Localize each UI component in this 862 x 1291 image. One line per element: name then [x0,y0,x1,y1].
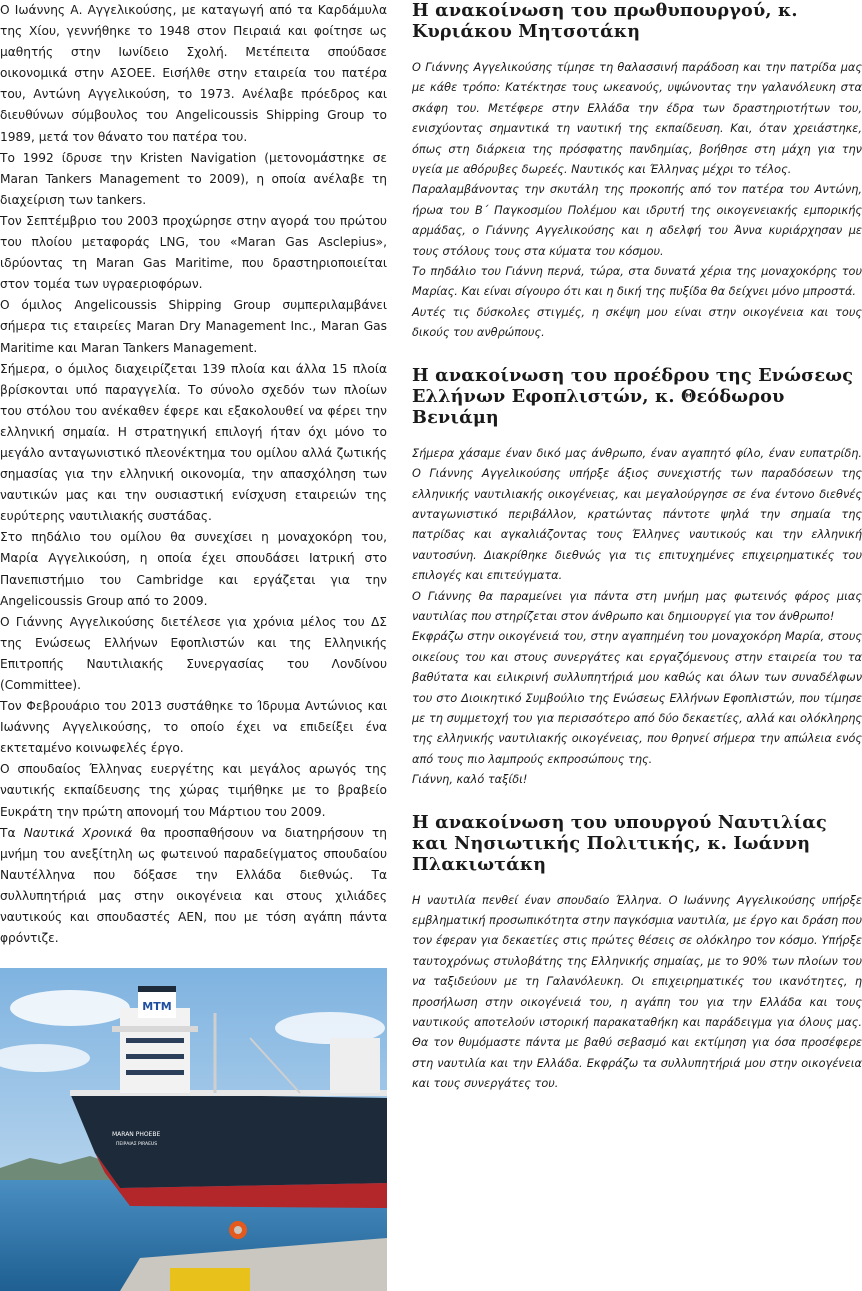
union-president-announcement [412,365,862,791]
announcement-paragraph: Παραλαμβάνοντας την σκυτάλη της προκοπής από τον πατέρα του Αντώνη, ήρωα του Β΄ Παγκοσμίου Πολέμου και ιδρυτή της οικογενειακής εμπορικής αρμάδας, ο Γιάννης Αγγελικούσης και η αδελφή του Άννα κυριάρχησαν με τους στόλους τους στα κύματα του κόσμου. [412,183,862,258]
section-heading: Η ανακοίνωση του πρωθυπουργού, κ. Κυριάκου Μητσοτάκη [412,0,798,42]
biography-column [0,0,387,949]
bio-paragraph: Σήμερα, ο όμιλος διαχειρίζεται 139 πλοία και άλλα 15 πλοία βρίσκονται υπό παραγγελία. Το σύνολο σχεδόν των πλοίων του στόλου του ανέκαθεν έφερε και εξακολουθεί να φέρει την ελληνική σημαία. Η στρατηγική επιλογή ήταν όχι μόνο το μεγάλο ανταγωνιστικό πλεονέκτημα του ομίλου αλλά ζωτικής σημασίας για την ελληνική οικονομία, την απασχόληση των ναυτικών μας και την ουσιαστική ενίσχυση εταιρειών της ευρύτερης ναυτιλιακής συστάδας. [0,361,387,524]
section-heading: Η ανακοίνωση του υπουργού Ναυτιλίας και Νησιωτικής Πολιτικής, κ. Ιωάννη Πλακιωτάκη [412,811,827,875]
magazine-name: Ναυτικά Χρονικά [23,825,133,840]
announcement-paragraph: Σήμερα χάσαμε έναν δικό μας άνθρωπο, έναν αγαπητό φίλο, έναν ευπατρίδη. Ο Γιάννης Αγγελικούσης υπήρξε άξιος συνεχιστής των παραδόσεων της ελληνικής ναυτιλιακής οικογένειας, και μεγαλούργησε σε ένα έντονο διεθνές ανταγωνιστικό περιβάλλον, κρατώντας πάντοτε ψηλά την σημαία της πατρίδας και αγκαλιάζοντας τους Έλληνες ναυτικούς και την ελληνική ναυτοσύνη. Διακρίθηκε διεθνώς για τις επιτυχημένες επιχειρηματικές του επιλογές και επιτεύγματα. [412,446,862,583]
ship-name: MARAN PHOEBE [112,1131,161,1138]
pm-announcement [412,0,862,344]
bio-paragraph: Ο όμιλος Angelicoussis Shipping Group συμπεριλαμβάνει σήμερα τις εταιρείες Maran Dry Management Inc., Maran Gas Maritime και Maran Tankers Management. [0,298,387,355]
announcement-paragraph: Εκφράζω στην οικογένειά του, στην αγαπημένη του μοναχοκόρη Μαρία, στους οικείους του και στους συνεργάτες και εργαζόμενους στην εταιρεία του τα βαθύτατα και ειλικρινή συλλυπητήριά μου καθώς και όλων των συναδέλφων του στο Διοικητικό Συμβούλιο της Ενώσεως Ελλήνων Εφοπλιστών, που τίμησε με τη συμμετοχή του για περισσότερο από δύο δεκαετίες, αλλά και ολόκληρης της ελληνικής ναυτιλιακής οικογένειας, που θρηνεί σήμερα την απώλεια ενός από τους πιο λαμπρούς εκπροσώπους της. [412,630,862,766]
announcements-column [412,0,862,1095]
announcement-paragraph: Το πηδάλιο του Γιάννη περνά, τώρα, στα δυνατά χέρια της μοναχοκόρης του Μαρίας. Και είναι σίγουρο ότι και η δική της πυξίδα θα δείχνει μόνο μπροστά. [412,265,862,299]
minister-announcement [412,812,862,1095]
announcement-paragraph: Γιάννη, καλό ταξίδι! [412,773,528,787]
bio-paragraph: Στο πηδάλιο του ομίλου θα συνεχίσει η μοναχοκόρη του, Μαρία Αγγελικούση, η οποία έχει σπουδάσει Ιατρική στο Πανεπιστήμιο του Cambridge και εργάζεται για την Angelicoussis Group από το 2009. [0,530,387,608]
announcement-paragraph: Αυτές τις δύσκολες στιγμές, η σκέψη μου είναι στην οικογένεια και τους δικούς του ανθρώπους. [412,305,862,340]
bio-paragraph: Το 1992 ίδρυσε την Kristen Navigation (μετονομάστηκε σε Maran Tankers Management το 2009), η οποία ανέλαβε τη διαχείριση των tankers. [0,150,387,207]
announcement-paragraph: Ο Γιάννης Αγγελικούσης τίμησε τη θαλασσινή παράδοση και την πατρίδα μας με κάθε τρόπο: Κατέκτησε τους ωκεανούς, υψώνοντας την γαλανόλευκη στα σκάφη του. Μετέφερε στην Ελλάδα την έδρα των δραστηριοτήτων του, ενισχύοντας σημαντικά τη ναυτική της εκπαίδευση. Και, όταν χρειάστηκε, όπως στη διάρκεια της πρόσφατης πανδημίας, βοήθησε στη μάχη για την υγεία με αθόρυβες δωρεές. Ναυτικός και Έλληνας μέχρι το τέλος. [412,61,862,177]
port-label: ΠΕΙΡΑΙΑΣ PIRAEUS [116,1142,158,1147]
closing-paragraph [0,823,387,950]
section-heading: Η ανακοίνωση του προέδρου της Ενώσεως Ελλήνων Εφοπλιστών, κ. Θεόδωρου Βενιάμη [412,364,854,428]
bio-paragraph: Ο σπουδαίος Έλληνας ευεργέτης και μεγάλος αρωγός της ναυτικής εκπαίδευσης της χώρας τιμήθηκε με το βραβείο Ευκράτη την πρώτη απονομή του Μάρτιου του 2009. [0,762,387,819]
announcement-paragraph: Ο Γιάννης θα παραμείνει για πάντα στη μνήμη μας φωτεινός φάρος μιας ναυτιλίας που στηρίζεται στον άνθρωπο και δημιουργεί για τον άνθρωπο! [412,589,862,623]
closing-text: θα προσπαθήσουν να διατηρήσουν τη μνήμη του ανεξίτηλη ως φωτεινού παραδείγματος σπουδαίου Ναυτέλληνα που δόξασε την Ελλάδα διεθνώς. Τα συλλυπητήριά μας στην οικογένεια και στους χιλιάδες ναυτικούς και σπουδαστές ΑΕΝ, που με τόση αγάπη πάντα φρόντιζε. [0,825,388,946]
ship-photo [0,968,387,1291]
closing-prefix: Τα [0,825,24,840]
funnel-logo: MTM [142,1000,172,1013]
bio-paragraph: Τον Φεβρουάριο του 2013 συστάθηκε το Ίδρυμα Αντώνιος και Ιωάννης Αγγελικούσης, το οποίο έχει να επιδείξει ένα εκτεταμένο κοινωφελές έργο. [0,699,387,756]
bio-paragraph: Ο Ιωάννης Α. Αγγελικούσης, με καταγωγή από τα Καρδάμυλα της Χίου, γεννήθηκε το 1948 στον Πειραιά και φοίτησε ως μαθητής στην Ιωνίδειο Σχολή. Μετέπειτα σπούδασε οικονομικά στην ΑΣΟΕΕ. Εισήλθε στην εταιρεία του πατέρα του, Αντώνη Αγγελικούση, το 1973. Ανέλαβε πρόεδρος και διευθύνων σύμβουλος του Angelicoussis Shipping Group το 1989, μετά τον θάνατο του πατέρα του. [0,3,387,144]
announcement-paragraph: Η ναυτιλία πενθεί έναν σπουδαίο Έλληνα. Ο Ιωάννης Αγγελικούσης υπήρξε εμβληματική προσωπικότητα στην παγκόσμια ναυτιλία, με έργο και δράση που τον έφεραν για δεκαετίες στις πρώτες θέσεις σε ολόκληρο τον κόσμο. Υπήρξε ταυτοχρόνως στυλοβάτης της Ελληνικής σημαίας, με το 90% των πλοίων του να ταξιδεύουν με τη Γαλανόλευκη. Οι επιχειρηματικές του ικανότητες, η προσήλωση στην οικογένειά του, η αγάπη του για την Ελλάδα και τους ναυτικούς αποτελούν ιστορική παρακαταθήκη και παράδειγμα για όλους μας. Θα τον θυμόμαστε πάντα με βαθύ σεβασμό και εκτίμηση για όσα προσέφερε στη ναυτιλία και την Ελλάδα. Εκφράζω τα συλλυπητήριά μου στην οικογένεια και τους συνεργάτες του. [412,893,862,1091]
bio-paragraph: Ο Γιάννης Αγγελικούσης διετέλεσε για χρόνια μέλος του ΔΣ της Ενώσεως Ελλήνων Εφοπλιστών και της Ελληνικής Επιτροπής Ναυτιλιακής Συνεργασίας του Λονδίνου (Committee). [0,614,387,692]
bio-paragraph: Τον Σεπτέμβριο του 2003 προχώρησε στην αγορά του πρώτου του πλοίου μεταφοράς LNG, του «Maran Gas Asclepius», ιδρύοντας τη Maran Gas Maritime, που δραστηριοποιείται στον τομέα των υγραεριοφόρων. [0,213,387,292]
